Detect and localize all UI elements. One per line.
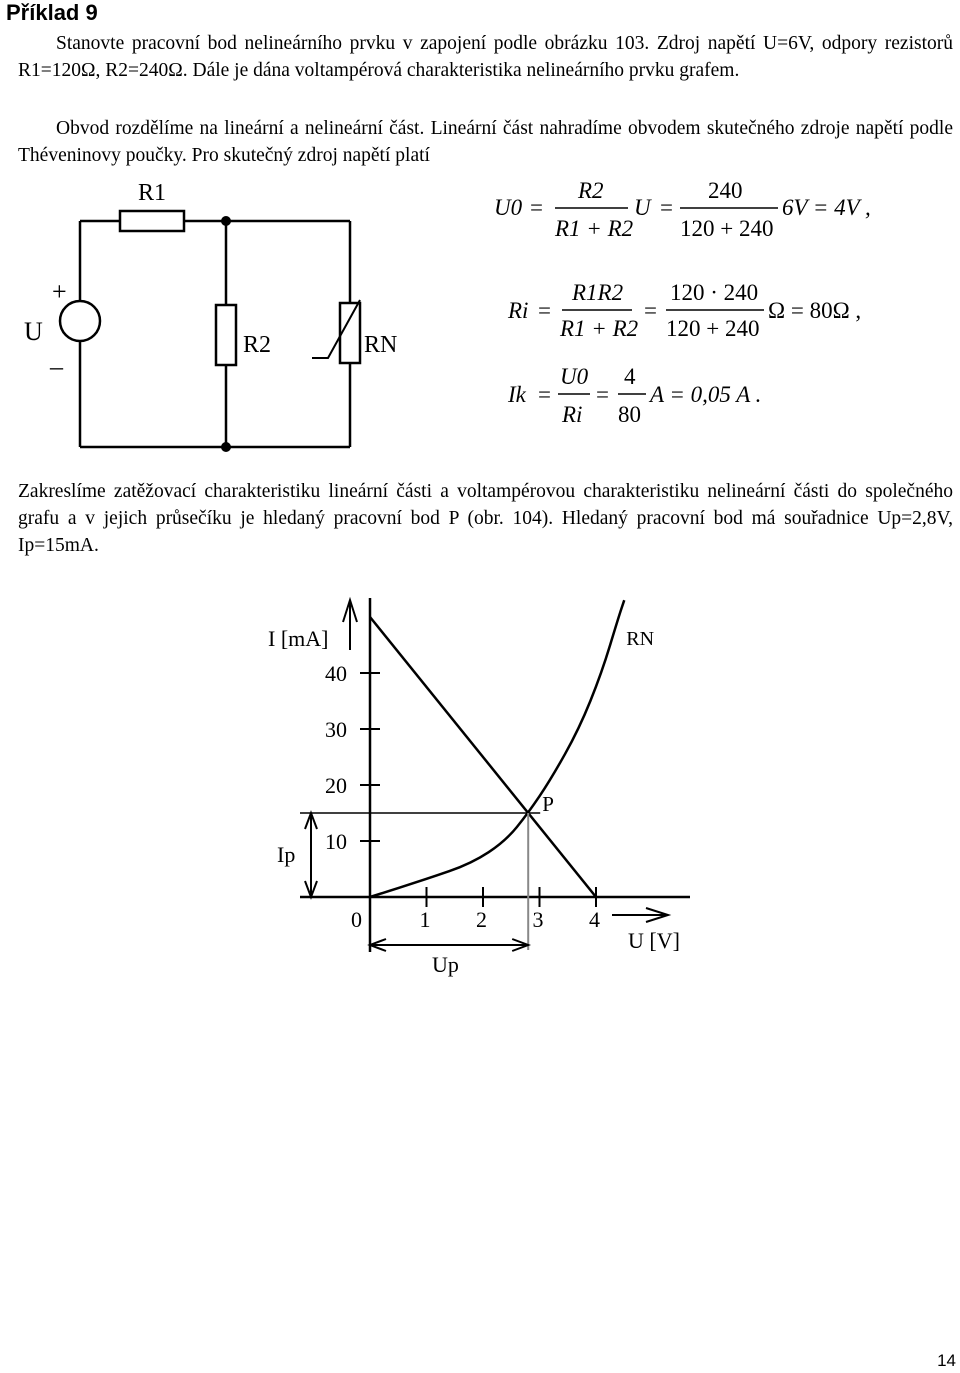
eq-u0-lhs: U0 bbox=[494, 195, 523, 220]
x-axis-label: U [V] bbox=[628, 928, 680, 953]
plus-sign: + bbox=[52, 277, 67, 306]
svg-text:=: = bbox=[660, 195, 673, 220]
eq-ik-num2: 4 bbox=[624, 364, 636, 389]
eq-u0-mid: U bbox=[634, 195, 651, 220]
eq-ik-lhs: Ik bbox=[508, 382, 526, 407]
eq-u0-den: R1 + R2 bbox=[555, 216, 634, 241]
eq-ri-den: R1 + R2 bbox=[560, 316, 639, 341]
eq-ik-den2: 80 bbox=[618, 402, 641, 427]
eq-u0-num: R2 bbox=[578, 178, 604, 203]
eq-ik-den: Ri bbox=[562, 402, 583, 427]
up-label: Up bbox=[432, 952, 459, 977]
y-tick-label: 30 bbox=[325, 717, 347, 742]
rn-curve-label: RN bbox=[626, 628, 655, 651]
problem-statement: Stanovte pracovní bod nelineárního prvku v zapojení podle obrázku 103. Zdroj napětí U=6V, odpory rezistorů R1=120Ω, R2=240Ω. Dále je dána voltampérová charakteristika nelineárního prvku grafem. bbox=[18, 33, 953, 81]
y-tick-label: 40 bbox=[325, 661, 347, 686]
r1-label: R1 bbox=[138, 180, 167, 206]
svg-text:=: = bbox=[530, 195, 543, 220]
point-p-label: P bbox=[542, 792, 554, 816]
ip-label: Ip bbox=[277, 842, 296, 867]
y-tick-label: 20 bbox=[325, 773, 347, 798]
eq-ri-num2: 120 · 240 bbox=[670, 280, 759, 305]
svg-text:=: = bbox=[538, 298, 551, 323]
eq-ri-num: R1R2 bbox=[572, 280, 624, 305]
x-tick-label: 1 bbox=[419, 907, 431, 932]
y-tick-label: 10 bbox=[325, 829, 347, 854]
source-label: U bbox=[24, 317, 43, 346]
eq-u0-den2: 120 + 240 bbox=[680, 216, 774, 241]
x-tick-label: 0 bbox=[351, 907, 362, 932]
r2-label: R2 bbox=[243, 332, 272, 358]
solution-conclusion: Zakreslíme zatěžovací charakteristiku lineární části a voltampérovou charakteristiku nelineární části do společného grafu a v jejich průsečíku je hledaný pracovní bod P (obr. 104). Hledaný pracovní bod má souřadnice Up=2,8V, Ip=15mA. bbox=[18, 481, 953, 556]
x-tick-label: 3 bbox=[532, 907, 544, 932]
eq-u0-num2: 240 bbox=[708, 178, 743, 203]
eq-ik-result: A = 0,05 A . bbox=[650, 382, 762, 407]
eq-ik-num: U0 bbox=[560, 364, 589, 389]
page-number: 14 bbox=[937, 1351, 956, 1370]
eq-ri-result: Ω = 80Ω , bbox=[768, 298, 862, 323]
eq-ri-den2: 120 + 240 bbox=[666, 316, 760, 341]
eq-ri-lhs: Ri bbox=[508, 298, 529, 323]
x-tick-label: 4 bbox=[589, 907, 600, 932]
page-title: Příklad 9 bbox=[6, 0, 98, 25]
x-tick-label: 2 bbox=[476, 907, 487, 932]
rn-label: RN bbox=[364, 332, 398, 358]
svg-text:=: = bbox=[538, 382, 551, 407]
y-axis-label: I [mA] bbox=[268, 626, 329, 651]
svg-text:=: = bbox=[596, 382, 609, 407]
eq-u0-result: 6V = 4V , bbox=[782, 195, 871, 220]
minus-sign: – bbox=[50, 352, 63, 381]
solution-intro: Obvod rozdělíme na lineární a nelineární část. Lineární část nahradíme obvodem skutečného zdroje napětí podle Théveninovy poučky. Pro skutečný zdroj napětí platí bbox=[18, 118, 953, 166]
rn-curve bbox=[370, 600, 624, 897]
svg-text:=: = bbox=[644, 298, 657, 323]
